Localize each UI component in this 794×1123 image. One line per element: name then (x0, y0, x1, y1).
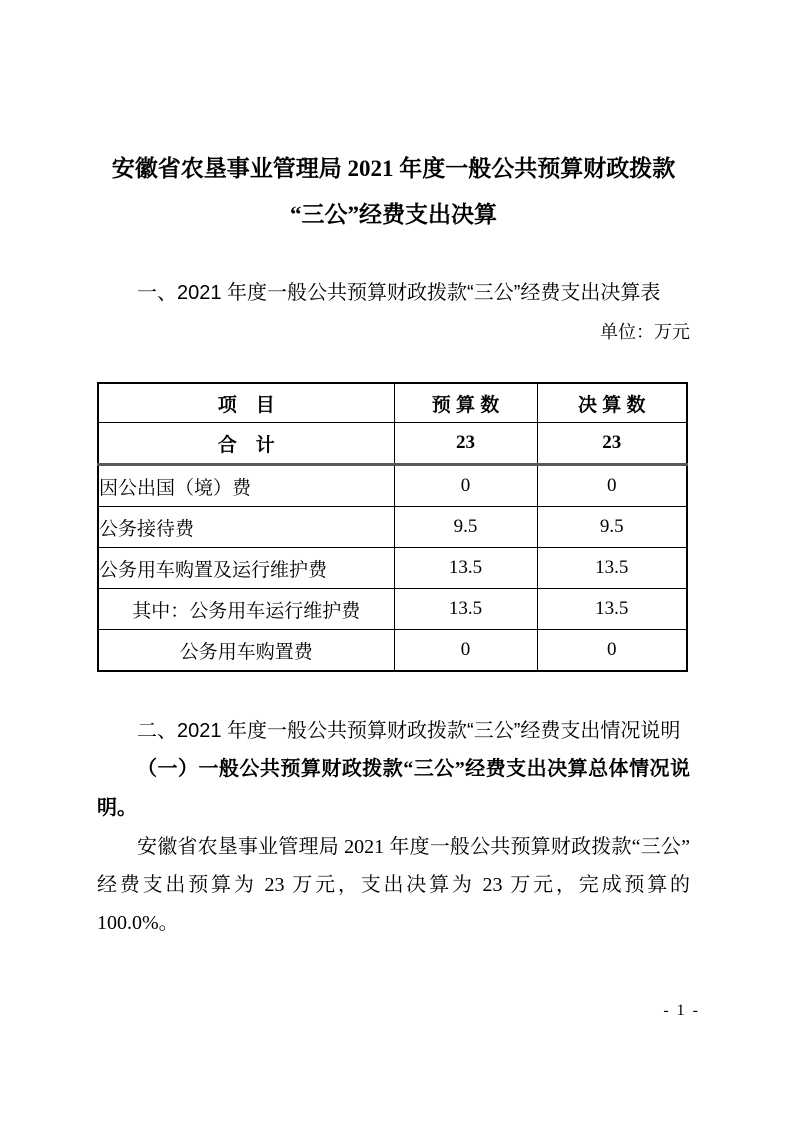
table-row (98, 589, 687, 630)
row-final-value: 9.5 (537, 507, 687, 548)
row-budget-value: 0 (394, 630, 537, 672)
row-final-value: 0 (537, 630, 687, 672)
document-title (97, 146, 690, 238)
row-final-value: 13.5 (537, 589, 687, 630)
total-final-value: 23 (537, 423, 687, 465)
table-row (98, 630, 687, 672)
row-final-value: 13.5 (537, 548, 687, 589)
row-label: 因公出国（境）费 (98, 465, 394, 507)
total-label: 合 计 (98, 423, 394, 465)
document-title-line2: “三公”经费支出决算 (290, 202, 497, 227)
row-label: 公务用车购置及运行维护费 (98, 548, 394, 589)
row-label: 其中：公务用车运行维护费 (98, 589, 394, 630)
table-header-row (98, 383, 687, 423)
table-row (98, 548, 687, 589)
row-budget-value: 0 (394, 465, 537, 507)
section2-paragraph: 安徽省农垦事业管理局 2021 年度一般公共预算财政拨款“三公”经费支出预算为 23 万元，支出决算为 23 万元，完成预算的 100.0%。 (97, 836, 690, 934)
total-budget-value: 23 (394, 423, 537, 465)
row-label: 公务接待费 (98, 507, 394, 548)
table-header-final: 决 算 数 (537, 383, 687, 423)
unit-label: 单位：万元 (600, 322, 690, 342)
table-row (98, 507, 687, 548)
row-label: 公务用车购置费 (98, 630, 394, 672)
row-budget-value: 13.5 (394, 589, 537, 630)
document-title-line1: 安徽省农垦事业管理局 2021 年度一般公共预算财政拨款 (111, 156, 676, 181)
section1-heading: 一、2021 年度一般公共预算财政拨款“三公”经费支出决算表 (137, 282, 661, 304)
section2-subheading: （一）一般公共预算财政拨款“三公”经费支出决算总体情况说明。 (97, 758, 690, 819)
table-row-total (98, 423, 687, 465)
row-final-value: 0 (537, 465, 687, 507)
table-header-budget: 预 算 数 (394, 383, 537, 423)
table-header-item: 项 目 (98, 383, 394, 423)
row-budget-value: 9.5 (394, 507, 537, 548)
page-number: - 1 - (663, 1002, 700, 1019)
three-public-expense-table (97, 382, 688, 672)
section2-heading: 二、2021 年度一般公共预算财政拨款“三公”经费支出情况说明 (137, 720, 681, 742)
table-row (98, 465, 687, 507)
row-budget-value: 13.5 (394, 548, 537, 589)
